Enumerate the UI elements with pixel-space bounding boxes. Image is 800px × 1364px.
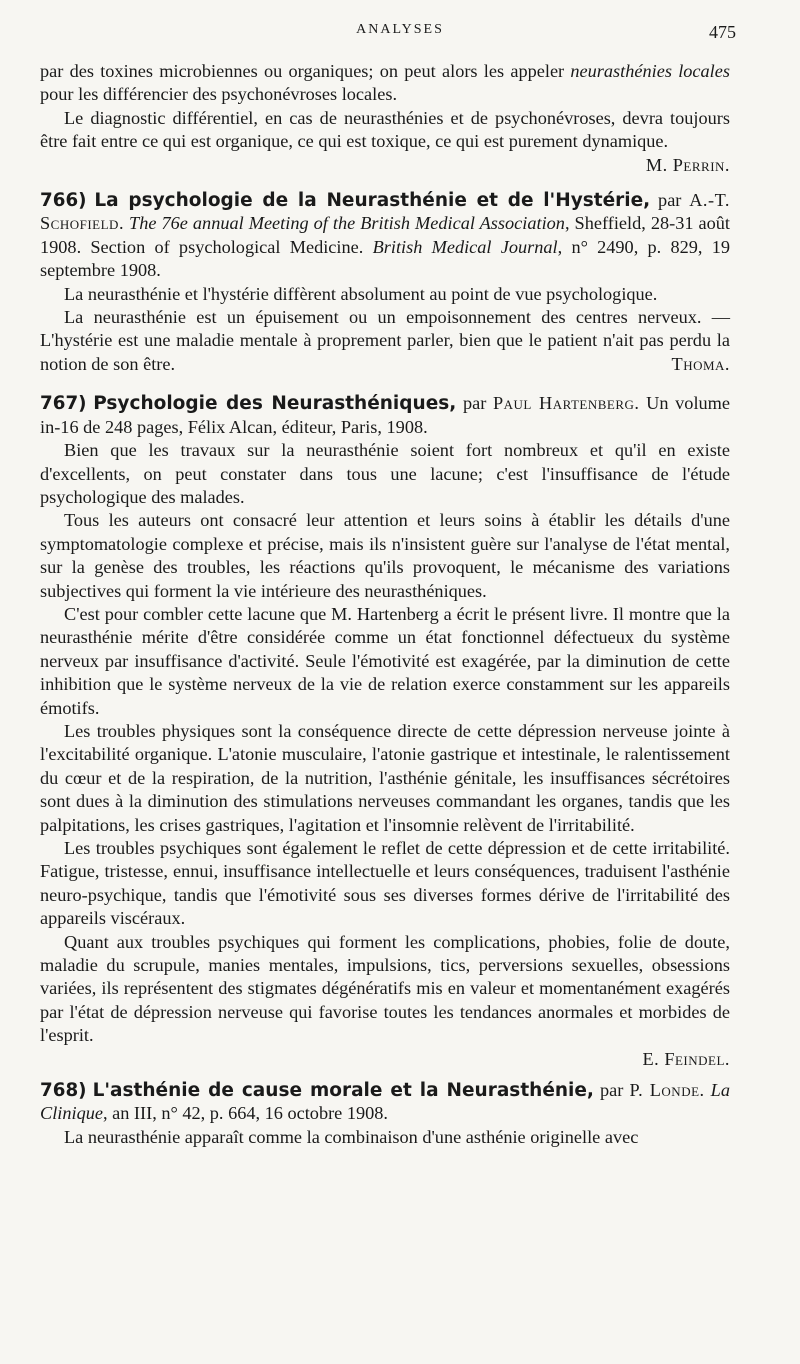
page-body [40,60,730,1149]
signature-text: M. Perrin. [645,154,730,175]
signature-feindel [40,1048,730,1071]
entry-767-heading [40,392,730,439]
entry-number: 766) [40,190,87,212]
intro-text-end: pour les différencier des psychonévroses locales. [40,84,398,105]
entry-767-paragraph-5: Les troubles psychiques sont également le reflet de cette dépression et de cette irritabilité. Fatigue, tristesse, ennui, insuffisance intellectuelle et leurs conséquences, traduisent l'asthénie neuro-psychique, tandis que l'émotivité sous ses diverses formes dérive de l'irritabilité des appareils viscéraux. [40,838,730,929]
entry-number: 767) [40,393,87,415]
entry-767-paragraph-3: C'est pour combler cette lacune que M. Hartenberg a écrit le présent livre. Il montre que la neurasthénie mérite d'être considérée comme un état fonctionnel défectueux du système nerveux par insuffisance d'activité. Seule l'émotivité est exagérée, par la diminution de cette inhibition que le système nerveux de la vie de relation exerce constamment sur les appareils émotifs. [40,603,730,718]
intro-paragraph-2: Le diagnostic différentiel, en cas de neurasthénies et de psychonévroses, devra toujours être fait entre ce qui est organique, ce qui est toxique, ce qui est purement dynamique. [40,107,730,152]
entry-768-paragraph-1: La neurasthénie apparaît comme la combinaison d'une asthénie originelle avec [64,1126,639,1147]
running-title: ANALYSES [356,22,444,37]
entry-766-heading [40,189,730,283]
entry-author: A.-T. Schofield. [40,190,730,234]
entry-767-paragraph-6: Quant aux troubles psychiques qui forment les complications, phobies, folie de doute, maladie du scrupule, manies mentales, impulsions, tics, perversions sexuelles, obsessions variées, ils représentent des stigmates dégénératifs mis en valeur et momentanément exagérés par l'état de dépression nerveuse qui favorise toutes les tendances anormales et morbides de l'esprit. [40,931,730,1046]
entry-title: Psychologie des Neurasthéniques, [93,393,457,415]
reference-text: , an III, n° 42, p. 664, 16 octobre 1908. [102,1103,388,1124]
signature-perrin [40,154,730,177]
author-prefix: par [650,190,690,211]
author-prefix: par [593,1080,630,1101]
signature-text: E. Feindel. [642,1048,730,1069]
reference-emphasis: The 76e annual Meeting of the British Medical Association [124,213,565,234]
reference-end: , n° 2490, p. 829, 19 septembre 1908. [40,236,730,281]
entry-number: 768) [40,1080,87,1102]
entry-author: Paul Hartenberg. [492,393,640,414]
page-number: 475 [709,22,736,42]
intro-emphasis: neurasthénies locales [570,61,730,81]
paragraph-text: La neurasthénie est un épuisement ou un empoisonnement des centres nerveux. — L'hystérie est une maladie mentale à proprement parler, bien que le patient n'ait pas perdu la notion de son être. [40,307,730,374]
entry-title: La psychologie de la Neurasthénie et de l'Hystérie, [94,190,651,212]
signature-thoma: Thoma. [671,353,730,374]
entry-767-paragraph-2: Tous les auteurs ont consacré leur attention et leurs soins à établir les détails d'une symptomatologie complexe et précise, mais ils n'insistent guère sur l'analyse de l'état mental, sur la genèse des troubles, les réactions qu'ils provoquent, le mécanisme des variations subjectives qui forment la vie intérieure des neurasthéniques. [40,510,730,601]
journal-name: La Clinique [40,1080,730,1124]
entry-766-paragraph-1: La neurasthénie et l'hystérie diffèrent absolument au point de vue psychologique. [64,283,658,304]
entry-767-paragraph-4: Les troubles physiques sont la conséquence directe de cette dépression nerveuse jointe à l'excitabilité organique. L'atonie musculaire, l'atonie gastrique et intestinale, le ralentissement du cœur et de la respiration, de la nutrition, l'asthénie génitale, les insuffisances sécrétoires sont dues à la diminution des stimulations nerveuses commandant les organes, tandis que les palpitations, les crises gastriques, l'agitation et l'insomnie relèvent de l'irritabilité. [40,720,730,835]
entry-768-heading [40,1079,730,1126]
author-prefix: par [456,393,493,414]
intro-paragraph-1 [40,60,730,107]
entry-author: P. Londe. [629,1080,705,1101]
entry-title: L'asthénie de cause morale et la Neurasthénie, [92,1080,594,1102]
journal-name: British Medical Journal [372,236,558,257]
page-header [0,22,800,46]
entry-766-paragraph-2 [40,306,730,376]
intro-text: par des toxines microbiennes ou organiques; on peut alors les appeler [40,61,571,81]
entry-767-paragraph-1: Bien que les travaux sur la neurasthénie soient fort nombreux et qu'il en existe d'excellents, on peut constater dans tous une lacune; c'est l'insuffisance de l'étude psychologique des malades. [40,440,730,507]
reference-text: , Sheffield, 28-31 août 1908. Section of psychological Medicine. [40,213,730,257]
reference-text: Un volume in-16 de 248 pages, Félix Alcan, éditeur, Paris, 1908. [40,393,730,437]
